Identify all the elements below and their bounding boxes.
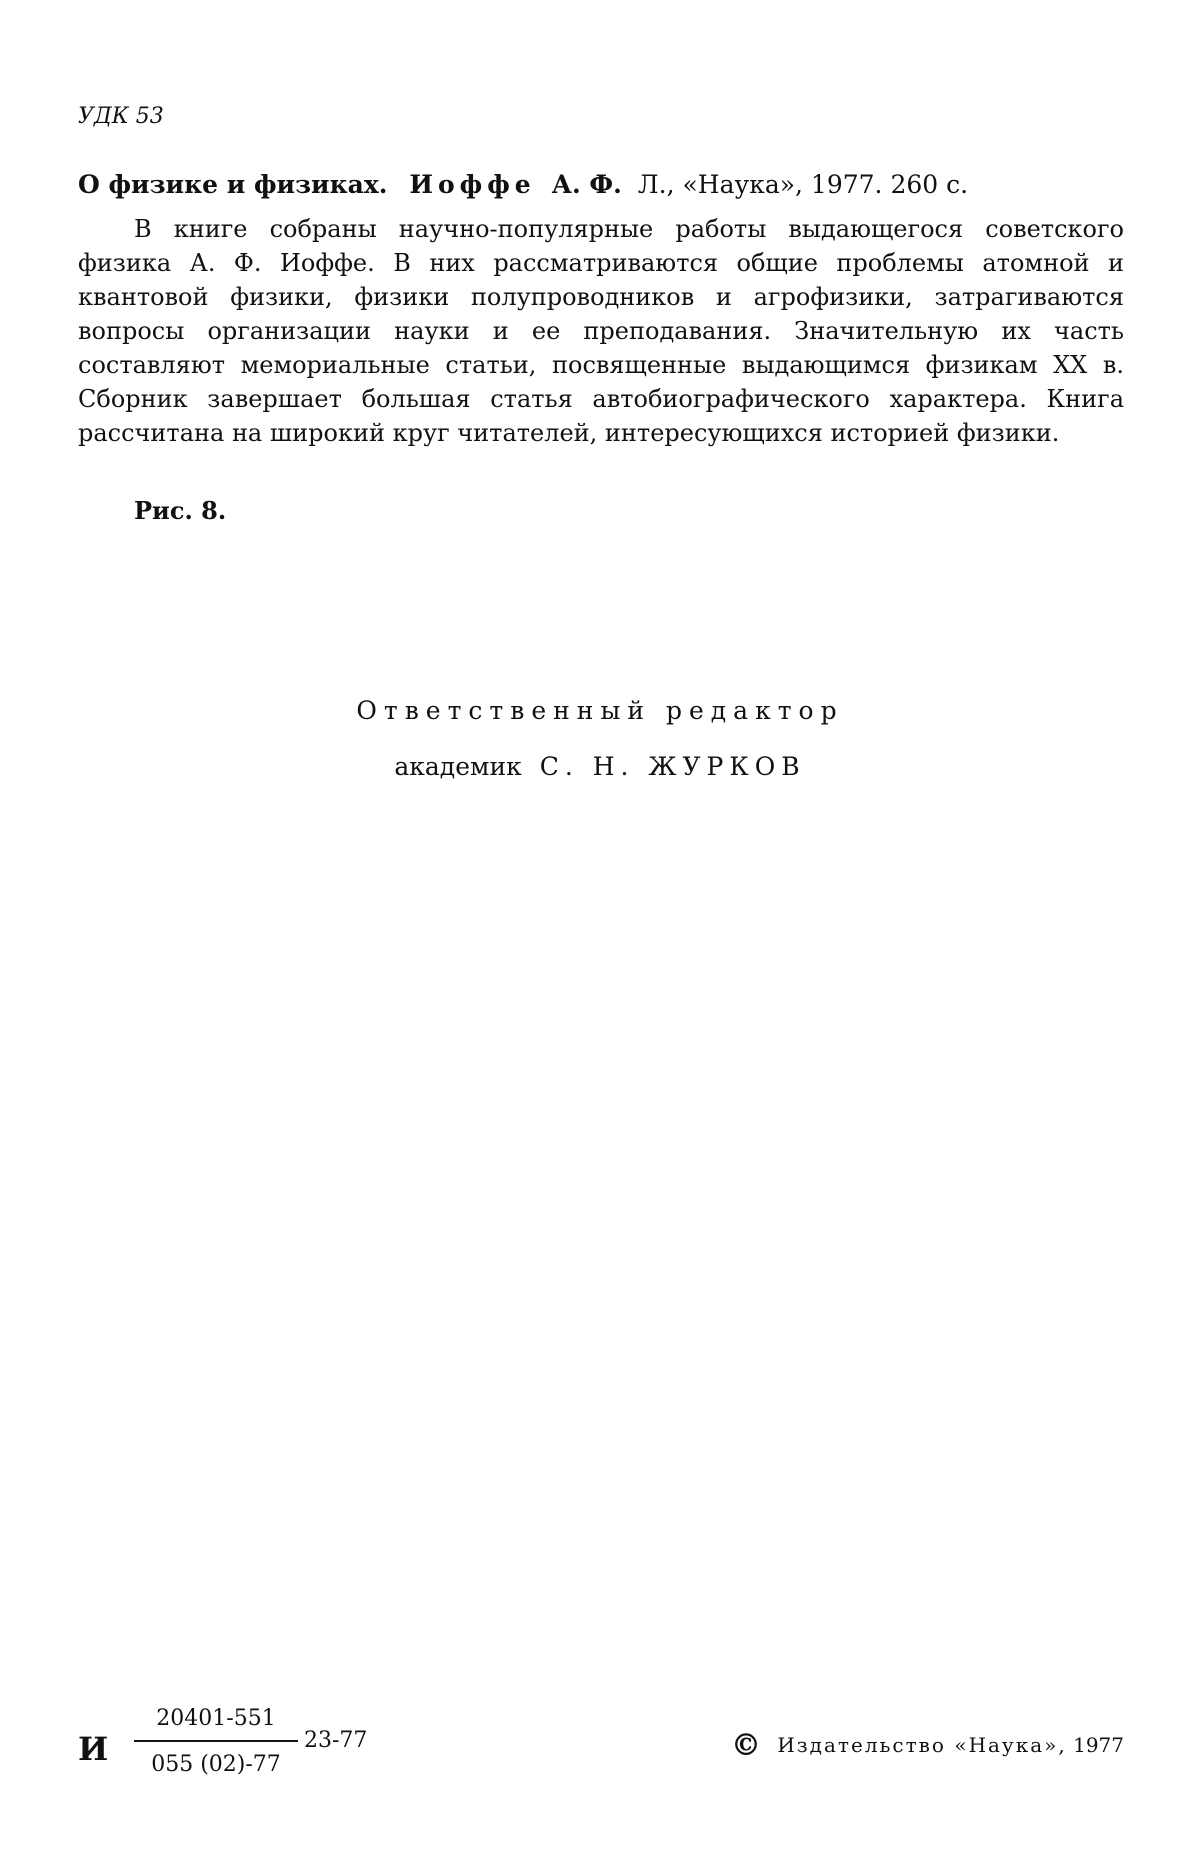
publication-code-suffix: 23-77 (304, 1728, 368, 1753)
abstract (78, 212, 1124, 450)
publication-code-numerator: 20401-551 (156, 1706, 276, 1731)
fraction-rule (134, 1740, 298, 1742)
udc-code: УДК 53 (78, 104, 164, 129)
author-initials: А. Ф. (551, 170, 622, 199)
editor-role: Ответственный редактор (356, 696, 844, 725)
copyright-publisher: Издательство «Наука», (777, 1733, 1067, 1757)
abstract-paragraph: В книге собраны научно-популярные работы выдающегося советского физика А. Ф. Иоффе. В них рассматриваются общие проблемы атомной и квантовой физики, физики полупроводников и агрофизики, затрагиваются вопросы организации науки и ее преподавания. Значительную их часть составляют мемориальные статьи, посвященные выдающимся физикам XX в. Сборник завершает большая статья автобиографического характера. Книга рассчитана на широкий круг читателей, интересующихся историей физики. (78, 215, 1124, 447)
publication-code-letter: И (78, 1730, 109, 1768)
copyright-year: 1977 (1073, 1733, 1124, 1757)
figure-count: Рис. 8. (134, 496, 227, 525)
publication-code-denominator: 055 (02)-77 (151, 1752, 281, 1777)
book-title: О физике и физиках. (78, 170, 388, 199)
publication-code (78, 1706, 398, 1796)
editor-name: С. Н. ЖУРКОВ (539, 752, 806, 781)
author-surname: Иоффе (409, 170, 536, 199)
editor-title: академик (394, 752, 522, 781)
copyright-notice (731, 1728, 1124, 1763)
imprint: Л., «Наука», 1977. 260 с. (637, 170, 969, 199)
copyright-symbol: © (730, 1728, 761, 1763)
editor-line (0, 752, 1200, 781)
bibliographic-citation (78, 170, 968, 199)
